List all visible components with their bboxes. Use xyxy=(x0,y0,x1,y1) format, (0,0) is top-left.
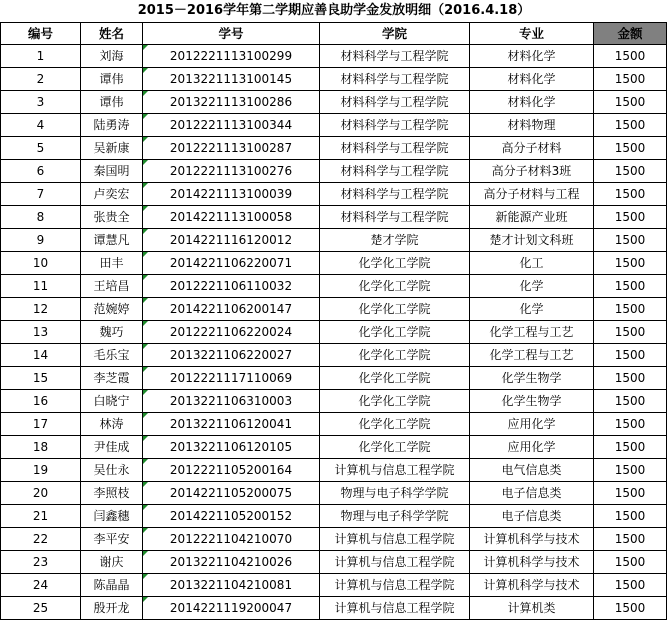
cell-student-id[interactable]: 2014221106200147 xyxy=(143,298,320,321)
cell-no[interactable]: 1 xyxy=(1,45,81,68)
cell-major[interactable]: 材料物理 xyxy=(470,114,594,137)
table-row xyxy=(1,344,667,367)
cell-name[interactable]: 谭伟 xyxy=(81,91,143,114)
cell-student-id[interactable]: 2013221106120105 xyxy=(143,436,320,459)
cell-name[interactable]: 谭慧凡 xyxy=(81,229,143,252)
cell-name[interactable]: 卢奕宏 xyxy=(81,183,143,206)
cell-major[interactable]: 化工 xyxy=(470,252,594,275)
cell-college[interactable]: 材料科学与工程学院 xyxy=(320,68,470,91)
cell-major[interactable]: 电子信息类 xyxy=(470,505,594,528)
table-row xyxy=(1,160,667,183)
cell-amount[interactable]: 1500 xyxy=(594,298,667,321)
cell-college[interactable]: 物理与电子科学学院 xyxy=(320,505,470,528)
cell-amount[interactable]: 1500 xyxy=(594,114,667,137)
cell-student-id[interactable]: 2014221106220071 xyxy=(143,252,320,275)
cell-name[interactable]: 陆勇涛 xyxy=(81,114,143,137)
cell-student-id[interactable]: 2012221117110069 xyxy=(143,367,320,390)
cell-major[interactable]: 化学生物学 xyxy=(470,367,594,390)
cell-college[interactable]: 材料科学与工程学院 xyxy=(320,114,470,137)
cell-amount[interactable]: 1500 xyxy=(594,390,667,413)
cell-name[interactable]: 李平安 xyxy=(81,528,143,551)
cell-student-id[interactable]: 2013221106310003 xyxy=(143,390,320,413)
cell-no[interactable]: 8 xyxy=(1,206,81,229)
cell-no[interactable]: 7 xyxy=(1,183,81,206)
cell-major[interactable]: 应用化学 xyxy=(470,436,594,459)
cell-student-id[interactable]: 2013221113100286 xyxy=(143,91,320,114)
table-row xyxy=(1,482,667,505)
header-college[interactable]: 学院 xyxy=(320,23,470,45)
table-body xyxy=(1,45,667,620)
grant-table xyxy=(0,22,667,620)
cell-major[interactable]: 楚才计划文科班 xyxy=(470,229,594,252)
cell-no[interactable]: 21 xyxy=(1,505,81,528)
cell-student-id[interactable]: 2013221113100145 xyxy=(143,68,320,91)
cell-name[interactable]: 魏巧 xyxy=(81,321,143,344)
cell-name[interactable]: 秦国明 xyxy=(81,160,143,183)
cell-college[interactable]: 材料科学与工程学院 xyxy=(320,183,470,206)
table-row xyxy=(1,45,667,68)
cell-name[interactable]: 刘海 xyxy=(81,45,143,68)
cell-college[interactable]: 材料科学与工程学院 xyxy=(320,45,470,68)
table-row xyxy=(1,528,667,551)
cell-student-id[interactable]: 2014221105200075 xyxy=(143,482,320,505)
cell-name[interactable]: 李照枝 xyxy=(81,482,143,505)
header-student-id[interactable]: 学号 xyxy=(143,23,320,45)
cell-student-id[interactable]: 2012221113100287 xyxy=(143,137,320,160)
cell-college[interactable]: 计算机与信息工程学院 xyxy=(320,597,470,620)
cell-no[interactable]: 25 xyxy=(1,597,81,620)
cell-college[interactable]: 材料科学与工程学院 xyxy=(320,160,470,183)
cell-no[interactable]: 9 xyxy=(1,229,81,252)
cell-student-id[interactable]: 2012221113100299 xyxy=(143,45,320,68)
cell-name[interactable]: 谭伟 xyxy=(81,68,143,91)
cell-name[interactable]: 田丰 xyxy=(81,252,143,275)
cell-college[interactable]: 化学化工学院 xyxy=(320,321,470,344)
cell-major[interactable]: 高分子材料与工程 xyxy=(470,183,594,206)
cell-name[interactable]: 范婉婷 xyxy=(81,298,143,321)
table-row xyxy=(1,367,667,390)
cell-major[interactable]: 化学 xyxy=(470,275,594,298)
cell-no[interactable]: 11 xyxy=(1,275,81,298)
table-row xyxy=(1,459,667,482)
cell-major[interactable]: 高分子材料 xyxy=(470,137,594,160)
cell-college[interactable]: 材料科学与工程学院 xyxy=(320,91,470,114)
cell-major[interactable]: 电气信息类 xyxy=(470,459,594,482)
table-row xyxy=(1,183,667,206)
table-row xyxy=(1,597,667,620)
cell-major[interactable]: 化学 xyxy=(470,298,594,321)
cell-college[interactable]: 化学化工学院 xyxy=(320,252,470,275)
cell-amount[interactable]: 1500 xyxy=(594,505,667,528)
cell-name[interactable]: 李芝霞 xyxy=(81,367,143,390)
cell-amount[interactable]: 1500 xyxy=(594,229,667,252)
cell-amount[interactable]: 1500 xyxy=(594,321,667,344)
cell-college[interactable]: 化学化工学院 xyxy=(320,367,470,390)
cell-college[interactable]: 计算机与信息工程学院 xyxy=(320,459,470,482)
cell-amount[interactable]: 1500 xyxy=(594,183,667,206)
cell-major[interactable]: 计算机类 xyxy=(470,597,594,620)
cell-amount[interactable]: 1500 xyxy=(594,160,667,183)
cell-student-id[interactable]: 2014221113100058 xyxy=(143,206,320,229)
cell-student-id[interactable]: 2012221104210070 xyxy=(143,528,320,551)
cell-student-id[interactable]: 2014221113100039 xyxy=(143,183,320,206)
cell-college[interactable]: 材料科学与工程学院 xyxy=(320,206,470,229)
cell-college[interactable]: 物理与电子科学学院 xyxy=(320,482,470,505)
cell-amount[interactable]: 1500 xyxy=(594,459,667,482)
cell-no[interactable]: 17 xyxy=(1,413,81,436)
cell-no[interactable]: 23 xyxy=(1,551,81,574)
cell-student-id[interactable]: 2013221104210026 xyxy=(143,551,320,574)
cell-student-id[interactable]: 2013221106120041 xyxy=(143,413,320,436)
cell-name[interactable]: 殷开龙 xyxy=(81,597,143,620)
header-row xyxy=(1,23,667,45)
cell-amount[interactable]: 1500 xyxy=(594,275,667,298)
cell-amount[interactable]: 1500 xyxy=(594,482,667,505)
cell-name[interactable]: 吴仕永 xyxy=(81,459,143,482)
cell-major[interactable]: 化学工程与工艺 xyxy=(470,321,594,344)
table-row xyxy=(1,551,667,574)
cell-no[interactable]: 10 xyxy=(1,252,81,275)
table-row xyxy=(1,114,667,137)
cell-major[interactable]: 材料化学 xyxy=(470,45,594,68)
table-row xyxy=(1,505,667,528)
cell-no[interactable]: 4 xyxy=(1,114,81,137)
table-row xyxy=(1,390,667,413)
cell-college[interactable]: 楚才学院 xyxy=(320,229,470,252)
cell-student-id[interactable]: 2013221106220027 xyxy=(143,344,320,367)
cell-student-id[interactable]: 2013221104210081 xyxy=(143,574,320,597)
cell-no[interactable]: 19 xyxy=(1,459,81,482)
table-row xyxy=(1,137,667,160)
cell-student-id[interactable]: 2012221113100276 xyxy=(143,160,320,183)
cell-major[interactable]: 化学工程与工艺 xyxy=(470,344,594,367)
table-row xyxy=(1,91,667,114)
cell-amount[interactable]: 1500 xyxy=(594,597,667,620)
cell-college[interactable]: 化学化工学院 xyxy=(320,298,470,321)
table-row xyxy=(1,321,667,344)
cell-college[interactable]: 化学化工学院 xyxy=(320,344,470,367)
cell-major[interactable]: 材料化学 xyxy=(470,91,594,114)
cell-no[interactable]: 6 xyxy=(1,160,81,183)
table-row xyxy=(1,436,667,459)
cell-amount[interactable]: 1500 xyxy=(594,206,667,229)
sheet-title: 2015－2016学年第二学期应善良助学金发放明细（2016.4.18） xyxy=(137,3,531,18)
cell-no[interactable]: 12 xyxy=(1,298,81,321)
cell-amount[interactable]: 1500 xyxy=(594,252,667,275)
cell-major[interactable]: 计算机科学与技术 xyxy=(470,574,594,597)
cell-major[interactable]: 高分子材料3班 xyxy=(470,160,594,183)
cell-amount[interactable]: 1500 xyxy=(594,413,667,436)
cell-no[interactable]: 3 xyxy=(1,91,81,114)
cell-name[interactable]: 毛乐宝 xyxy=(81,344,143,367)
header-amount[interactable]: 金额 xyxy=(594,23,667,45)
cell-amount[interactable]: 1500 xyxy=(594,574,667,597)
cell-no[interactable]: 13 xyxy=(1,321,81,344)
cell-amount[interactable]: 1500 xyxy=(594,68,667,91)
table-row xyxy=(1,275,667,298)
cell-college[interactable]: 计算机与信息工程学院 xyxy=(320,528,470,551)
cell-name[interactable]: 闫鑫穗 xyxy=(81,505,143,528)
cell-no[interactable]: 16 xyxy=(1,390,81,413)
cell-amount[interactable]: 1500 xyxy=(594,436,667,459)
cell-college[interactable]: 材料科学与工程学院 xyxy=(320,137,470,160)
cell-student-id[interactable]: 2014221119200047 xyxy=(143,597,320,620)
cell-college[interactable]: 计算机与信息工程学院 xyxy=(320,551,470,574)
cell-major[interactable]: 应用化学 xyxy=(470,413,594,436)
cell-student-id[interactable]: 2012221113100344 xyxy=(143,114,320,137)
cell-name[interactable]: 林涛 xyxy=(81,413,143,436)
header-major[interactable]: 专业 xyxy=(470,23,594,45)
header-name[interactable]: 姓名 xyxy=(81,23,143,45)
cell-name[interactable]: 王培昌 xyxy=(81,275,143,298)
cell-amount[interactable]: 1500 xyxy=(594,45,667,68)
cell-college[interactable]: 化学化工学院 xyxy=(320,390,470,413)
table-row xyxy=(1,229,667,252)
cell-no[interactable]: 5 xyxy=(1,137,81,160)
cell-no[interactable]: 20 xyxy=(1,482,81,505)
cell-name[interactable]: 吴新康 xyxy=(81,137,143,160)
cell-major[interactable]: 计算机科学与技术 xyxy=(470,551,594,574)
cell-name[interactable]: 陈晶晶 xyxy=(81,574,143,597)
cell-no[interactable]: 14 xyxy=(1,344,81,367)
table-row xyxy=(1,413,667,436)
table-row xyxy=(1,252,667,275)
cell-college[interactable]: 化学化工学院 xyxy=(320,436,470,459)
cell-no[interactable]: 18 xyxy=(1,436,81,459)
cell-no[interactable]: 22 xyxy=(1,528,81,551)
cell-major[interactable]: 电子信息类 xyxy=(470,482,594,505)
cell-major[interactable]: 新能源产业班 xyxy=(470,206,594,229)
table-row xyxy=(1,574,667,597)
cell-name[interactable]: 尹佳成 xyxy=(81,436,143,459)
cell-major[interactable]: 化学生物学 xyxy=(470,390,594,413)
cell-name[interactable]: 白晓宁 xyxy=(81,390,143,413)
cell-amount[interactable]: 1500 xyxy=(594,367,667,390)
cell-student-id[interactable]: 2012221106220024 xyxy=(143,321,320,344)
cell-amount[interactable]: 1500 xyxy=(594,344,667,367)
cell-amount[interactable]: 1500 xyxy=(594,137,667,160)
cell-name[interactable]: 谢庆 xyxy=(81,551,143,574)
cell-amount[interactable]: 1500 xyxy=(594,91,667,114)
cell-college[interactable]: 计算机与信息工程学院 xyxy=(320,574,470,597)
cell-student-id[interactable]: 2014221105200152 xyxy=(143,505,320,528)
cell-no[interactable]: 24 xyxy=(1,574,81,597)
table-row xyxy=(1,206,667,229)
cell-major[interactable]: 材料化学 xyxy=(470,68,594,91)
table-row xyxy=(1,298,667,321)
cell-major[interactable]: 计算机科学与技术 xyxy=(470,528,594,551)
table-row xyxy=(1,68,667,91)
cell-student-id[interactable]: 2012221105200164 xyxy=(143,459,320,482)
cell-name[interactable]: 张贵全 xyxy=(81,206,143,229)
cell-amount[interactable]: 1500 xyxy=(594,551,667,574)
cell-college[interactable]: 化学化工学院 xyxy=(320,413,470,436)
cell-student-id[interactable]: 2014221116120012 xyxy=(143,229,320,252)
cell-student-id[interactable]: 2012221106110032 xyxy=(143,275,320,298)
cell-amount[interactable]: 1500 xyxy=(594,528,667,551)
cell-college[interactable]: 化学化工学院 xyxy=(320,275,470,298)
cell-no[interactable]: 2 xyxy=(1,68,81,91)
header-no[interactable]: 编号 xyxy=(1,23,81,45)
cell-no[interactable]: 15 xyxy=(1,367,81,390)
